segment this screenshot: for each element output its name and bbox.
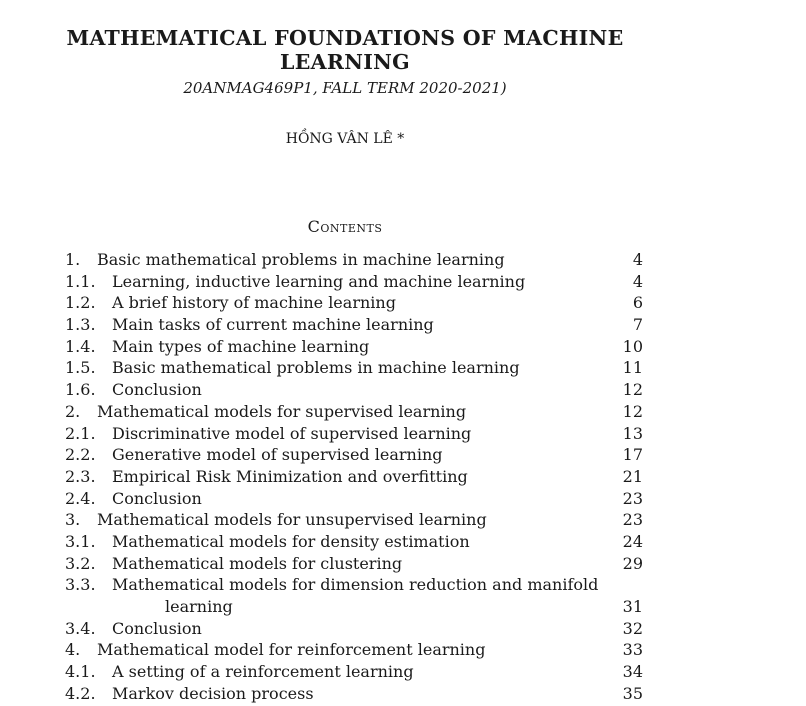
toc-entry-number: 4.: [65, 640, 81, 660]
toc-entry-page: 6: [632, 293, 643, 313]
toc-entry-title: Mathematical models for supervised learning: [97, 401, 467, 421]
toc-entry-number: 1.5.: [65, 358, 96, 378]
table-of-contents: [0, 249, 806, 704]
toc-entry-page: 4: [632, 271, 643, 291]
toc-entry-title: Basic mathematical problems in machine learning: [112, 358, 520, 378]
toc-entry-page: 32: [622, 618, 643, 638]
toc-entry[interactable]: [0, 249, 806, 271]
toc-entry-number: 3.: [65, 510, 81, 530]
toc-entry-title: Conclusion: [112, 380, 202, 400]
paper-title: [40, 26, 650, 74]
toc-entry[interactable]: [0, 271, 806, 293]
toc-entry-title: Discriminative model of supervised learning: [112, 423, 472, 443]
toc-entry[interactable]: [0, 466, 806, 488]
toc-entry-page: 11: [622, 358, 643, 378]
toc-entry-page: 29: [622, 553, 643, 573]
toc-entry-page: 33: [622, 640, 643, 660]
toc-entry[interactable]: [0, 639, 806, 661]
toc-entry-page: 35: [622, 683, 643, 703]
toc-entry-number: 2.1.: [65, 423, 96, 443]
toc-entry-title: Mathematical model for reinforcement learning: [97, 640, 486, 660]
toc-entry-number: 2.4.: [65, 488, 96, 508]
toc-entry[interactable]: [0, 336, 806, 358]
toc-entry-number: 3.4.: [65, 618, 96, 638]
toc-entry-page: 17: [622, 445, 643, 465]
toc-entry-title: Mathematical models for density estimation: [112, 531, 470, 551]
paper-title-line-2: LEARNING: [280, 50, 410, 74]
toc-entry-title: Empirical Risk Minimization and overfitting: [112, 466, 468, 486]
toc-entry-number: 3.2.: [65, 553, 96, 573]
toc-entry-title: Main tasks of current machine learning: [112, 315, 434, 335]
toc-entry-number: 4.1.: [65, 662, 96, 682]
toc-entry-page: 23: [622, 510, 643, 530]
toc-entry-number: 4.2.: [65, 683, 96, 703]
toc-entry[interactable]: [0, 423, 806, 445]
toc-entry-page: 24: [622, 531, 643, 551]
toc-entry-title: Markov decision process: [112, 683, 314, 703]
toc-entry-title: Learning, inductive learning and machine learning: [112, 271, 526, 291]
toc-entry-title: Main types of machine learning: [112, 336, 370, 356]
toc-entry-page: 12: [622, 401, 643, 421]
toc-entry[interactable]: [0, 596, 806, 618]
toc-entry-number: 1.: [65, 250, 81, 269]
toc-entry-number: 3.3.: [65, 575, 96, 595]
toc-entry[interactable]: [0, 574, 806, 596]
toc-entry-title: Conclusion: [112, 488, 202, 508]
toc-entry[interactable]: [0, 488, 806, 510]
toc-entry[interactable]: [0, 509, 806, 531]
toc-entry[interactable]: [0, 292, 806, 314]
toc-entry-page: 23: [622, 488, 643, 508]
toc-entry-number: 2.2.: [65, 445, 96, 465]
toc-entry[interactable]: [0, 661, 806, 683]
toc-entry-title: A brief history of machine learning: [112, 293, 396, 313]
toc-entry[interactable]: [0, 553, 806, 575]
toc-entry-page: 34: [622, 662, 643, 682]
toc-entry-page: 31: [622, 597, 643, 616]
author-name: HỒNG VÂN LÊ *: [285, 131, 405, 147]
toc-entry-number: 1.3.: [65, 315, 96, 335]
toc-entry-title: Generative model of supervised learning: [112, 445, 443, 465]
toc-entry-page: 10: [622, 336, 643, 356]
paper-subtitle: 20ANMAG469P1, FALL TERM 2020-2021): [183, 79, 507, 97]
toc-entry-number: 1.2.: [65, 293, 96, 313]
toc-entry[interactable]: [0, 314, 806, 336]
contents-heading: Contents: [307, 217, 383, 236]
toc-entry-number: 2.: [65, 401, 81, 421]
toc-entry[interactable]: [0, 531, 806, 553]
toc-entry[interactable]: [0, 683, 806, 705]
toc-entry-number: 1.1.: [65, 271, 96, 291]
toc-entry-title: A setting of a reinforcement learning: [112, 662, 414, 682]
toc-entry-number: 2.3.: [65, 466, 96, 486]
toc-entry-title: Basic mathematical problems in machine learning: [97, 250, 505, 269]
toc-entry-page: 12: [622, 380, 643, 400]
toc-entry[interactable]: [0, 357, 806, 379]
toc-entry-title: learning: [165, 597, 233, 616]
toc-entry-number: 1.6.: [65, 380, 96, 400]
toc-entry-title: Mathematical models for clustering: [112, 553, 403, 573]
toc-entry-page: 13: [622, 423, 643, 443]
toc-entry-title: Mathematical models for unsupervised learning: [97, 510, 487, 530]
toc-entry[interactable]: [0, 401, 806, 423]
toc-entry[interactable]: [0, 444, 806, 466]
toc-entry-number: 1.4.: [65, 336, 96, 356]
toc-entry-page: 7: [632, 315, 643, 335]
toc-entry-page: 21: [622, 466, 643, 486]
toc-entry-title: Conclusion: [112, 618, 202, 638]
toc-entry[interactable]: [0, 379, 806, 401]
toc-entry[interactable]: [0, 618, 806, 640]
toc-entry-number: 3.1.: [65, 531, 96, 551]
paper-title-line-1: MATHEMATICAL FOUNDATIONS OF MACHINE: [66, 26, 624, 50]
toc-entry-page: 4: [632, 250, 643, 269]
toc-entry-title: Mathematical models for dimension reduction and manifold: [112, 575, 599, 595]
